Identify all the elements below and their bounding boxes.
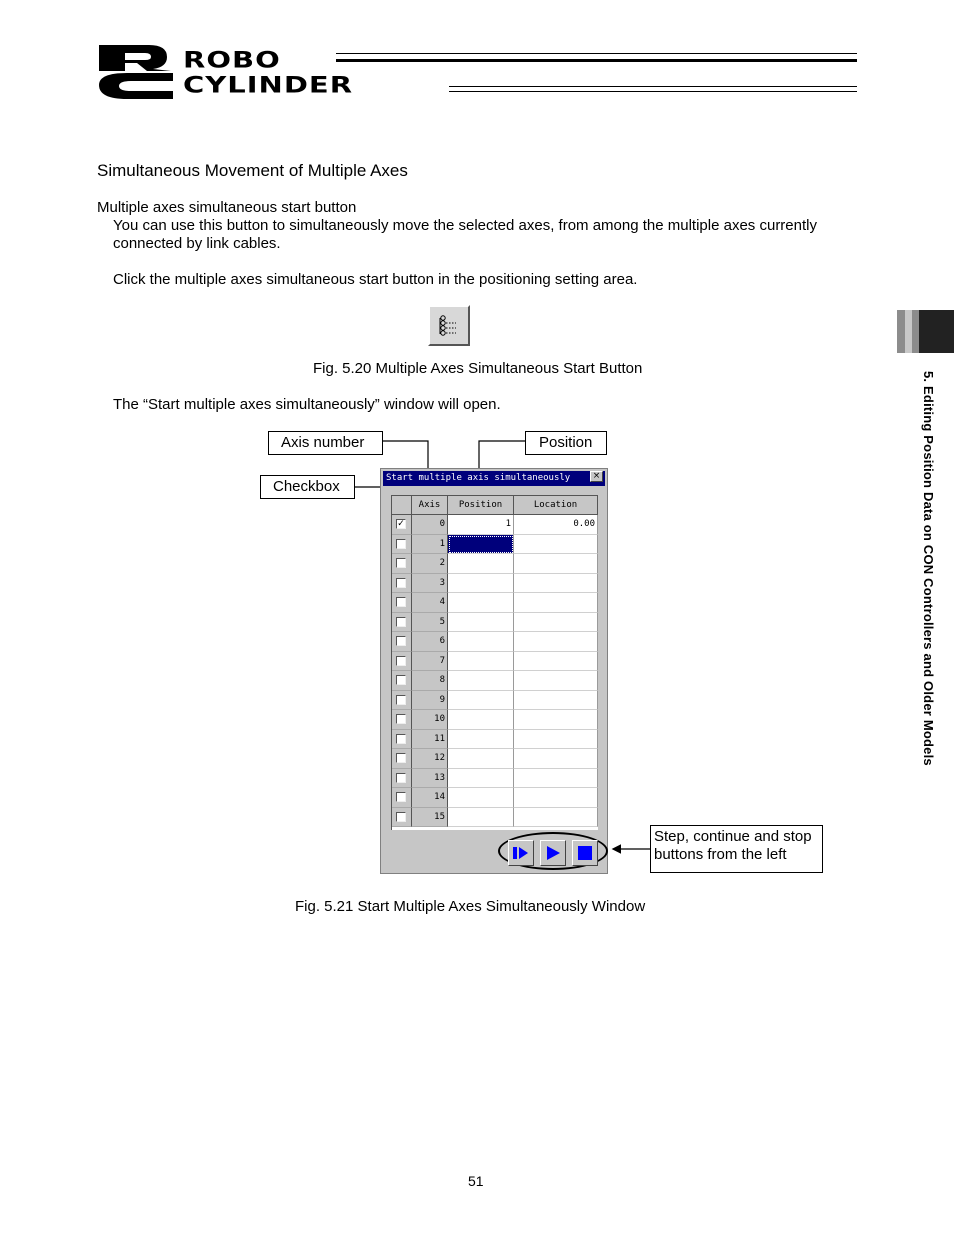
col-header-location: Location: [514, 496, 598, 515]
axis-checkbox[interactable]: [396, 695, 406, 705]
position-cell[interactable]: [448, 691, 514, 711]
axis-checkbox-cell: [392, 788, 412, 808]
location-cell: [514, 730, 598, 750]
axis-checkbox[interactable]: ✓: [397, 519, 405, 529]
axis-checkbox[interactable]: [396, 558, 406, 568]
figure-5-21-caption: Fig. 5.21 Start Multiple Axes Simultaneously Window: [295, 898, 646, 915]
axis-number-cell: 0: [412, 515, 448, 535]
paragraph-3: The “Start multiple axes simultaneously” window will open.: [113, 396, 501, 413]
table-row: [392, 671, 598, 691]
axis-checkbox-cell: [392, 691, 412, 711]
location-cell: [514, 749, 598, 769]
axis-checkbox-cell: [392, 769, 412, 789]
position-cell[interactable]: [448, 574, 514, 594]
table-row: [392, 788, 598, 808]
axis-checkbox[interactable]: [396, 636, 406, 646]
start-multiple-axis-window: [380, 468, 608, 874]
axis-checkbox[interactable]: [396, 714, 406, 724]
position-cell[interactable]: [448, 593, 514, 613]
page-number: 51: [468, 1173, 484, 1189]
location-cell: [514, 788, 598, 808]
callout-axis-number: Axis number: [268, 431, 383, 455]
axis-checkbox[interactable]: [396, 578, 406, 588]
location-cell: [514, 671, 598, 691]
logo-robo-text: ROBO: [183, 46, 281, 73]
table-row: [392, 593, 598, 613]
axis-checkbox-cell: [392, 535, 412, 555]
stop-icon: [573, 841, 597, 865]
axis-checkbox-cell: [392, 671, 412, 691]
axis-checkbox-cell: [392, 574, 412, 594]
axis-checkbox[interactable]: [396, 656, 406, 666]
callout-checkbox: Checkbox: [260, 475, 355, 499]
col-header-position: Position: [448, 496, 514, 515]
continue-button[interactable]: [540, 840, 566, 866]
figure-5-20-caption: Fig. 5.20 Multiple Axes Simultaneous Start Button: [313, 360, 643, 377]
paragraph-2: Click the multiple axes simultaneous start button in the positioning setting area.: [113, 271, 638, 288]
table-row: [392, 613, 598, 633]
table-row: [392, 535, 598, 555]
position-cell[interactable]: [448, 535, 514, 555]
axis-number-cell: 1: [412, 535, 448, 555]
axis-number-cell: 2: [412, 554, 448, 574]
axis-number-cell: 3: [412, 574, 448, 594]
continue-icon: [541, 841, 565, 865]
table-row: [392, 769, 598, 789]
table-row: [392, 749, 598, 769]
axis-number-cell: 7: [412, 652, 448, 672]
position-cell[interactable]: [448, 749, 514, 769]
axis-checkbox-cell: [392, 749, 412, 769]
paragraph-1-line-2: connected by link cables.: [113, 235, 281, 252]
section-title: Simultaneous Movement of Multiple Axes: [97, 161, 408, 180]
axis-checkbox-cell: [392, 593, 412, 613]
paragraph-1-line-1: You can use this button to simultaneously move the selected axes, from among the multiple axes currently: [113, 217, 817, 234]
chapter-side-label: 5. Editing Position Data on CON Controllers and Older Models: [921, 371, 936, 766]
location-cell: 0.00: [514, 515, 598, 535]
axis-checkbox-cell: [392, 652, 412, 672]
position-cell[interactable]: [448, 632, 514, 652]
window-title-bar: [383, 471, 605, 486]
location-cell: [514, 574, 598, 594]
axis-checkbox-cell: [392, 730, 412, 750]
position-cell[interactable]: [448, 788, 514, 808]
axis-number-cell: 8: [412, 671, 448, 691]
axis-checkbox[interactable]: [396, 539, 406, 549]
location-cell: [514, 769, 598, 789]
position-cell[interactable]: [448, 652, 514, 672]
stop-button[interactable]: [572, 840, 598, 866]
axis-number-cell: 10: [412, 710, 448, 730]
table-row: [392, 652, 598, 672]
position-cell[interactable]: [448, 808, 514, 828]
axis-checkbox[interactable]: [396, 617, 406, 627]
position-cell[interactable]: [448, 671, 514, 691]
axis-checkbox-cell: [392, 710, 412, 730]
axis-number-cell: 15: [412, 808, 448, 828]
axis-checkbox-cell: [392, 808, 412, 828]
axis-number-cell: 14: [412, 788, 448, 808]
axis-grid: [391, 495, 598, 830]
callout-step-continue-stop: Step, continue and stop buttons from the left: [650, 825, 823, 873]
axis-number-cell: 9: [412, 691, 448, 711]
axis-number-cell: 6: [412, 632, 448, 652]
axis-checkbox[interactable]: [396, 773, 406, 783]
position-cell[interactable]: [448, 710, 514, 730]
table-row: [392, 730, 598, 750]
axis-checkbox[interactable]: [396, 792, 406, 802]
location-cell: [514, 652, 598, 672]
position-cell[interactable]: [448, 730, 514, 750]
close-button[interactable]: ×: [590, 471, 603, 482]
axis-checkbox-cell: [392, 632, 412, 652]
axis-checkbox[interactable]: [396, 597, 406, 607]
location-cell: [514, 710, 598, 730]
location-cell: [514, 593, 598, 613]
step-icon: [509, 841, 533, 865]
col-header-axis: Axis: [412, 496, 448, 515]
axis-checkbox[interactable]: [396, 812, 406, 822]
table-row: [392, 574, 598, 594]
position-cell[interactable]: 1: [448, 515, 514, 535]
axis-number-cell: 12: [412, 749, 448, 769]
axis-number-cell: 5: [412, 613, 448, 633]
logo-cylinder-text: CYLINDER: [183, 71, 354, 98]
axis-checkbox[interactable]: [396, 734, 406, 744]
window-title: Start multiple axis simultaneously: [386, 473, 571, 483]
table-row: [392, 691, 598, 711]
axis-checkbox[interactable]: [396, 675, 406, 685]
axis-number-cell: 13: [412, 769, 448, 789]
location-cell: [514, 613, 598, 633]
position-cell[interactable]: [448, 769, 514, 789]
location-cell: [514, 535, 598, 555]
table-row: [392, 808, 598, 828]
location-cell: [514, 691, 598, 711]
axis-checkbox[interactable]: [396, 753, 406, 763]
axis-checkbox-cell: [392, 515, 412, 535]
position-cell[interactable]: [448, 613, 514, 633]
location-cell: [514, 554, 598, 574]
axis-checkbox-cell: [392, 613, 412, 633]
location-cell: [514, 632, 598, 652]
table-row: [392, 710, 598, 730]
col-header-checkbox: [392, 496, 412, 515]
step-button[interactable]: [508, 840, 534, 866]
axis-number-cell: 4: [412, 593, 448, 613]
axis-checkbox-cell: [392, 554, 412, 574]
table-row: [392, 632, 598, 652]
table-row: [392, 515, 598, 535]
subheading: Multiple axes simultaneous start button: [97, 199, 357, 216]
position-cell[interactable]: [448, 554, 514, 574]
callout-position: Position: [525, 431, 607, 455]
location-cell: [514, 808, 598, 828]
table-row: [392, 554, 598, 574]
axis-number-cell: 11: [412, 730, 448, 750]
